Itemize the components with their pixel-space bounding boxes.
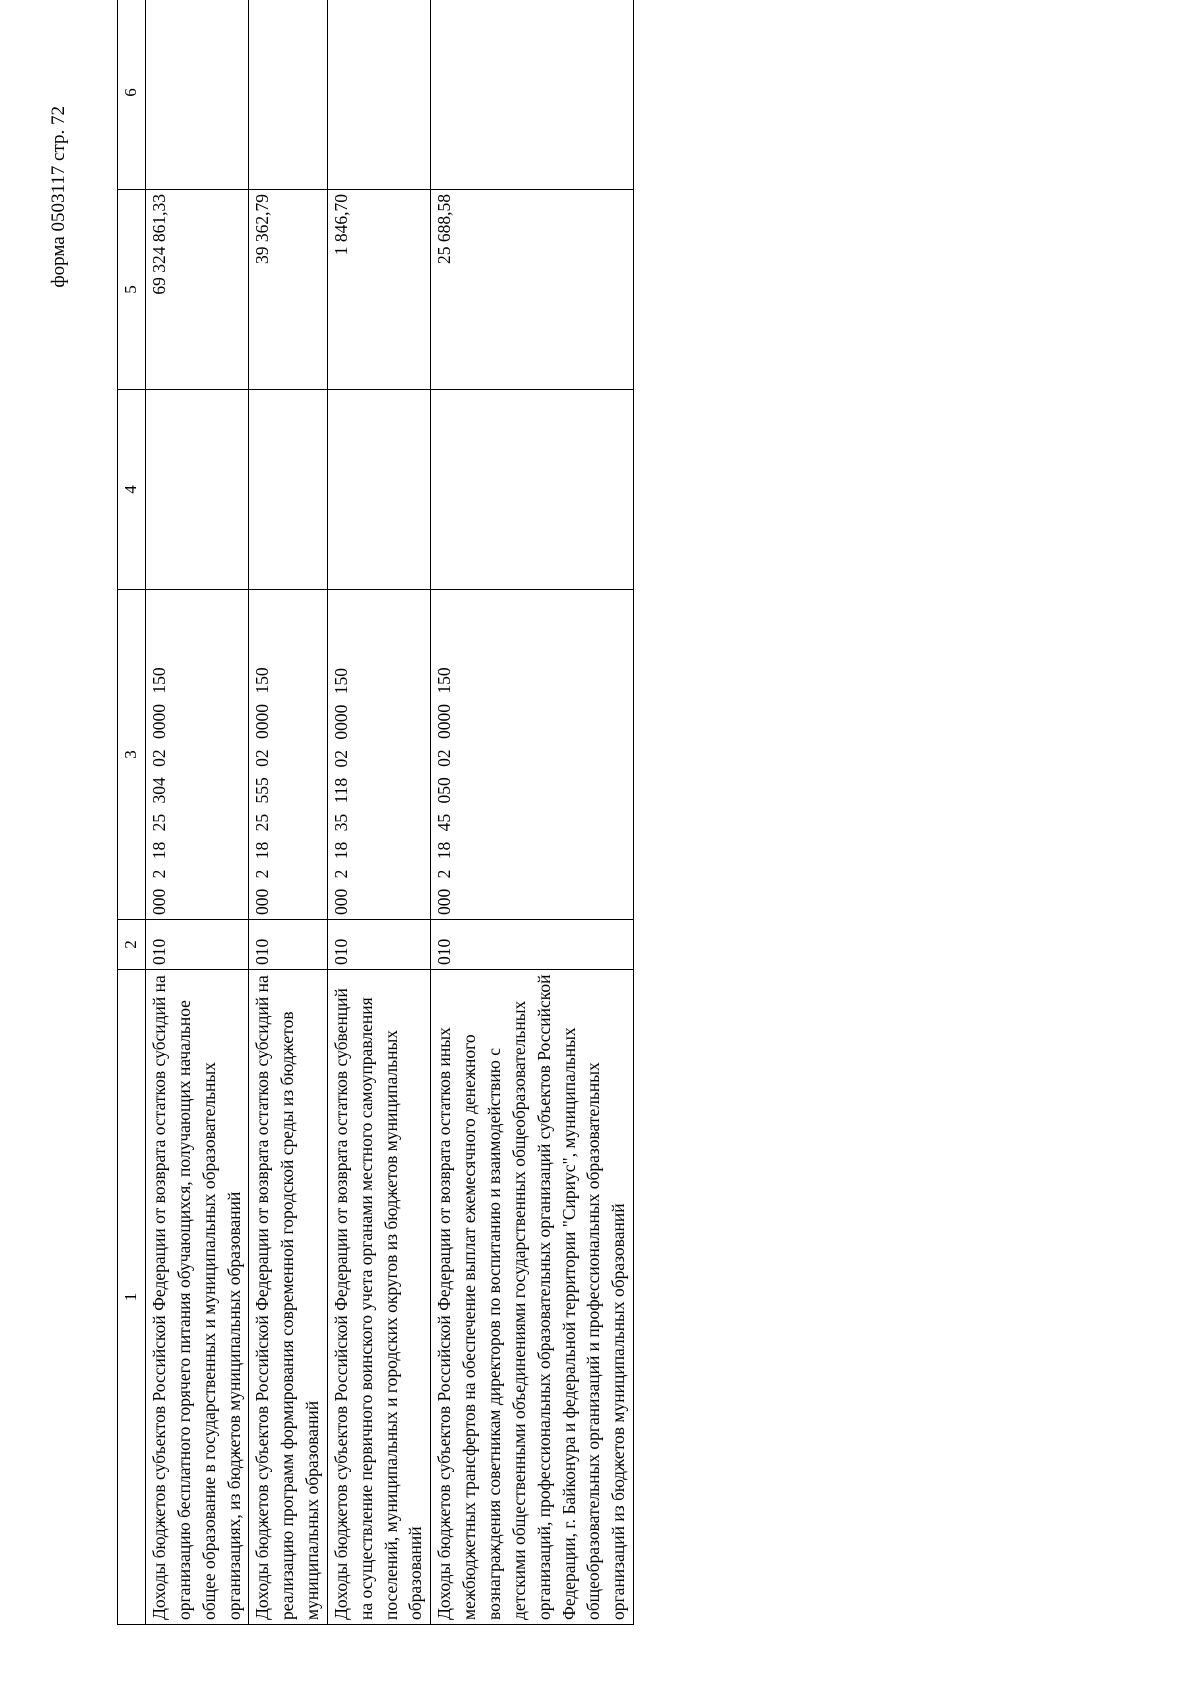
report-table bbox=[117, 0, 634, 1625]
amount-cell: 39 362,79 bbox=[249, 190, 328, 390]
column-4-cell bbox=[327, 390, 430, 590]
row-name: Доходы бюджетов субъектов Российской Федерации от возврата остатков субсидий на организацию бесплатного горячего питания обучающихся, получающих начальное общее образование в государственных и муниципальных образовательных организациях, из бюджетов муниципальных образований bbox=[146, 970, 249, 1625]
row-name: Доходы бюджетов субъектов Российской Федерации от возврата остатков субсидий на реализацию программ формирования современной городской среды из бюджетов муниципальных образований bbox=[249, 970, 328, 1625]
column-4-cell bbox=[146, 390, 249, 590]
column-6-cell bbox=[249, 0, 328, 190]
table-header bbox=[118, 0, 146, 1625]
table-row bbox=[327, 0, 430, 1625]
column-number: 2 bbox=[118, 920, 146, 970]
line-code: 010 bbox=[327, 920, 430, 970]
form-header: форма 0503117 стр. 72 bbox=[48, 106, 69, 288]
table-row bbox=[431, 0, 634, 1625]
column-number-row bbox=[118, 0, 146, 1625]
table-row bbox=[249, 0, 328, 1625]
column-6-cell bbox=[146, 0, 249, 190]
column-6-cell bbox=[327, 0, 430, 190]
line-code: 010 bbox=[146, 920, 249, 970]
column-number: 5 bbox=[118, 190, 146, 390]
amount-cell: 1 846,70 bbox=[327, 190, 430, 390]
column-number: 3 bbox=[118, 590, 146, 920]
table-row bbox=[146, 0, 249, 1625]
column-4-cell bbox=[249, 390, 328, 590]
column-6-cell bbox=[431, 0, 634, 190]
column-number: 1 bbox=[118, 970, 146, 1625]
line-code: 010 bbox=[431, 920, 634, 970]
table-body bbox=[146, 0, 634, 1625]
column-number: 6 bbox=[118, 0, 146, 190]
revenue-code: 000 2 18 45 050 02 0000 150 bbox=[431, 590, 634, 920]
revenue-code: 000 2 18 25 555 02 0000 150 bbox=[249, 590, 328, 920]
column-number: 4 bbox=[118, 390, 146, 590]
line-code: 010 bbox=[249, 920, 328, 970]
revenue-code: 000 2 18 25 304 02 0000 150 bbox=[146, 590, 249, 920]
column-4-cell bbox=[431, 390, 634, 590]
amount-cell: 25 688,58 bbox=[431, 190, 634, 390]
row-name: Доходы бюджетов субъектов Российской Федерации от возврата остатков субвенций на осуществление первичного воинского учета органами местного самоуправления поселений, муниципальных и городских округов из бюджетов муниципальных образований bbox=[327, 970, 430, 1625]
revenue-code: 000 2 18 35 118 02 0000 150 bbox=[327, 590, 430, 920]
row-name: Доходы бюджетов субъектов Российской Федерации от возврата остатков иных межбюджетных трансфертов на обеспечение выплат ежемесячного денежного вознаграждения советникам директоров по воспитанию и взаимодействию с детскими общественными объединениями государственных общеобразовательных организаций, профессиональных образовательных организаций субъектов Российской Федерации, г. Байконура и федеральной территории "Сириус", муниципальных общеобразовательных организаций и профессиональных образовательных организаций из бюджетов муниципальных образований bbox=[431, 970, 634, 1625]
amount-cell: 69 324 861,33 bbox=[146, 190, 249, 390]
